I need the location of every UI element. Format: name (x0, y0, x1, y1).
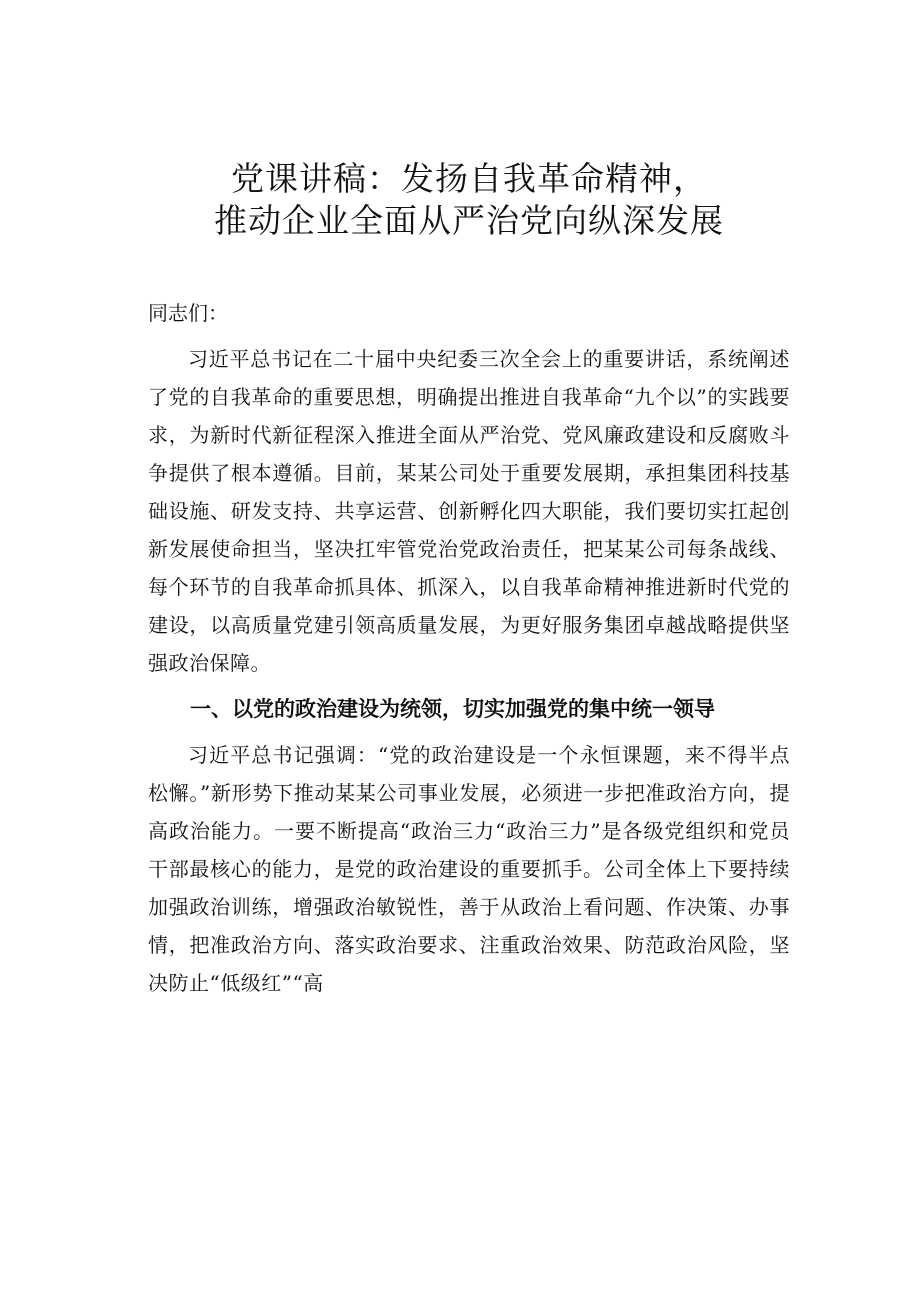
title-line-2: 推动企业全面从严治党向纵深发展 (214, 201, 724, 240)
title-line-1: 党课讲稿：发扬自我革命精神， (231, 159, 707, 198)
salutation: 同志们： (148, 301, 228, 325)
section-heading-1: 一、以党的政治建设为统领，切实加强党的集中统一领导 (190, 697, 715, 721)
body-paragraph-2: 习近平总书记强调：“党的政治建设是一个永恒课题，来不得半点松懈。”新形势下推动某某公司事业发展，必须进一步把准政治方向，提高政治能力。一要不断提高“政治三力“政治三力”是各级党组织和党员干部最核心的能力，是党的政治建设的重要抓手。公司全体上下要持续加强政治训练，增强政治敏锐性，善于从政治上看问题、作决策、办事情，把准政治方向、落实政治要求、注重政治效果、防范政治风险，坚决防止“低级红”“高 (148, 743, 790, 995)
body-paragraph-1: 习近平总书记在二十届中央纪委三次全会上的重要讲话，系统阐述了党的自我革命的重要思想，明确提出推进自我革命“九个以”的实践要求，为新时代新征程深入推进全面从严治党、党风廉政建设和反腐败斗争提供了根本遵循。目前，某某公司处于重要发展期，承担集团科技基础设施、研发支持、共享运营、创新孵化四大职能，我们要切实扛起创新发展使命担当，坚决扛牢管党治党政治责任，把某某公司每条战线、每个环节的自我革命抓具体、抓深入，以自我革命精神推进新时代党的建设，以高质量党建引领高质量发展，为更好服务集团卓越战略提供坚强政治保障。 (148, 347, 790, 675)
document-title (148, 158, 790, 242)
